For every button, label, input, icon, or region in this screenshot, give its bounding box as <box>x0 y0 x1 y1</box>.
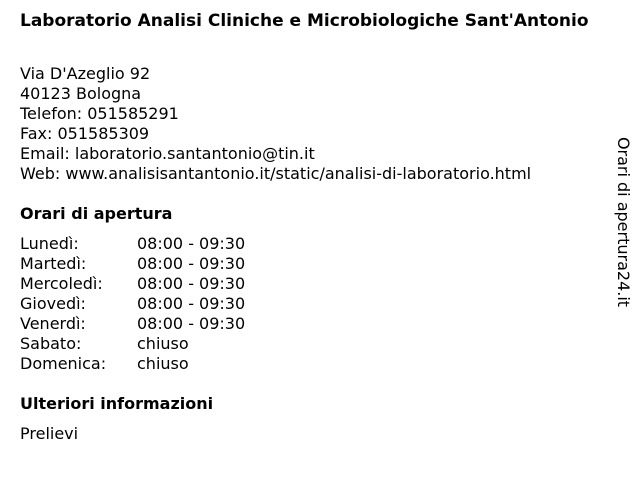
opening-hours-heading: Orari di apertura <box>20 204 173 223</box>
day-label: Lunedì: <box>20 234 79 253</box>
page-title: Laboratorio Analisi Cliniche e Microbiologiche Sant'Antonio <box>20 11 589 31</box>
time-value: chiuso <box>137 334 189 353</box>
hours-row-thursday <box>20 294 245 314</box>
time-value: 08:00 - 09:30 <box>137 234 246 253</box>
hours-row-tuesday <box>20 254 245 274</box>
opening-hours-table <box>20 234 245 374</box>
website-address: Web: www.analisisantantonio.it/static/analisi-di-laboratorio.html <box>20 164 532 183</box>
hours-row-saturday <box>20 334 245 354</box>
day-label: Giovedì: <box>20 294 86 313</box>
city-address: 40123 Bologna <box>20 84 142 103</box>
contact-block <box>20 64 531 184</box>
street-address: Via D'Azeglio 92 <box>20 64 151 83</box>
time-value: 08:00 - 09:30 <box>137 294 246 313</box>
time-value: 08:00 - 09:30 <box>137 314 246 333</box>
further-info-heading: Ulteriori informazioni <box>20 394 214 413</box>
time-value: chiuso <box>137 354 189 373</box>
day-label: Venerdì: <box>20 314 86 333</box>
time-value: 08:00 - 09:30 <box>137 254 246 273</box>
hours-row-sunday <box>20 354 245 374</box>
day-label: Domenica: <box>20 354 107 373</box>
phone-number: Telefon: 051585291 <box>20 104 179 123</box>
fax-number: Fax: 051585309 <box>20 124 150 143</box>
day-label: Martedì: <box>20 254 87 273</box>
email-address: Email: laboratorio.santantonio@tin.it <box>20 144 315 163</box>
time-value: 08:00 - 09:30 <box>137 274 246 293</box>
hours-row-monday <box>20 234 245 254</box>
hours-row-wednesday <box>20 274 245 294</box>
day-label: Sabato: <box>20 334 82 353</box>
hours-row-friday <box>20 314 245 334</box>
site-watermark: Orari di apertura24.it <box>614 136 633 308</box>
day-label: Mercoledì: <box>20 274 103 293</box>
further-info-text: Prelievi <box>20 424 79 443</box>
